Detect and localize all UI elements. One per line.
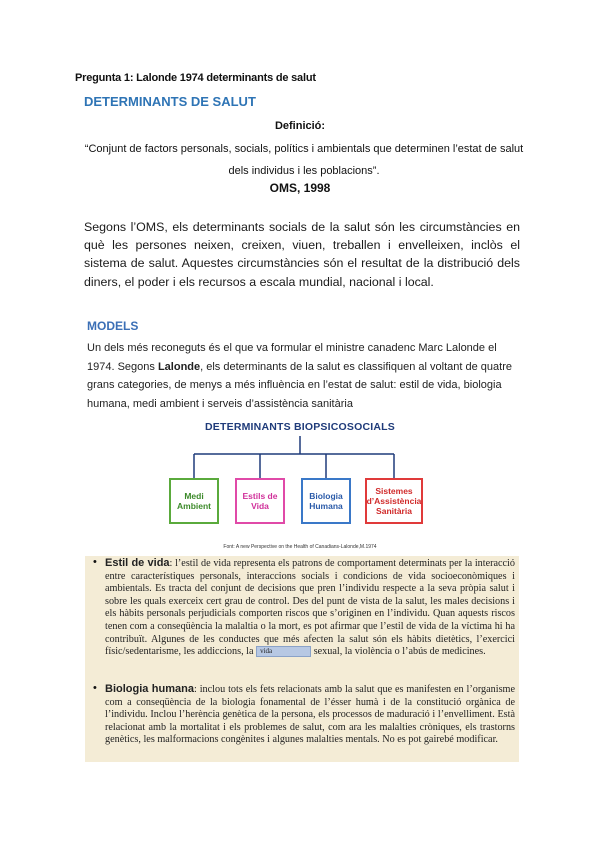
biologia-humana-term: Biologia humana [105,683,194,695]
oms-paragraph: Segons l’OMS, els determinants socials de la salut són les circumstàncies en què les persones neixen, creixen, viuen, treballen i envelleixen, inclòs el sistema de salut. Aquestes circumstàncies són el resultat de la distribució dels diners, el poder i els recursos a escala mundial, nacional i local. [84,220,520,289]
diagram-source: Font: A new Perspective on the Health of Canadians-Lalonde,M.1974 [223,544,377,550]
biologia-text: : inclou tots els fets relacionats amb la salut que es manifesten en l’organisme com a conseqüència de la biologia fonamental de l’ésser humà i de la constitució orgànica de l’individu. Inclou l’herència genètica de la persona, els processos de maduració i l’envelliment. Està relacionat amb la mortalitat i els problemes de salut, com ara les malalties cròniques, els trastorns genètics, les malformacions congènites i algunes malalties mentals. No es pot gairebé modificar. [105,684,515,746]
highlighted-word: vida [256,646,311,657]
biologia-humana-paragraph [105,683,515,747]
models-text-after: , els determinants de la salut es classifiquen al voltant de quatre grans categories, de menys a més influència en l’estat de salut: estil de vida, biologia humana, medi ambient i serveis d’assistència sanitària [87,360,512,410]
definition-source: OMS, 1998 [269,181,331,195]
estil-text-before: : l’estil de vida representa els patrons de comportament determinats per la interacció entre característiques personals, interaccions socials i condicions de vida socioeconòmiques i ambientals. Es tracta del conjunt de decisions que pren l’individu respecte a la seva pròpia salut i sobre les quals exerceix cert grau de control. Des del punt de vista de la salut, les males decisions i els hàbits personals perjudicials comporten riscos que s’originen en l’individu. Quan aquests riscos tenen com a conseqüència la malaltia o la mort, es pot afirmar que l’estil de vida de la víctima hi ha contribuït. Algunes de les conductes que més afecten la salut són els hàbits dietètics, l’exercici físic/sedentarisme, les addiccions, la [105,558,515,658]
estil-de-vida-paragraph [105,557,515,659]
box-sistemes-assistencia: Sistemes d’Assistència Sanitària [365,478,423,524]
estil-de-vida-term: Estil de vida [105,557,170,569]
question-title: Pregunta 1: Lalonde 1974 determinants de salut [75,72,316,84]
models-text-before: Un dels més reconeguts és el que va formular el ministre canadenc Marc Lalonde el 1974. Segons [87,342,497,373]
definition-text: “Conjunt de factors personals, socials, polítics i ambientals que determinen l’estat de salut dels individus i les poblacions”. [84,143,524,177]
definition-heading: Definició: [274,120,326,132]
estil-text-after: sexual, la violència o l’abús de medicines. [311,646,486,658]
bullet-icon: • [93,556,97,568]
models-heading: MODELS [87,319,139,333]
section-heading: DETERMINANTS DE SALUT [84,94,256,109]
box-biologia-humana: Biologia Humana [301,478,351,524]
box-estils-de-vida: Estils de Vida [235,478,285,524]
lalonde-name: Lalonde [157,360,201,373]
diagram-title: DETERMINANTS BIOPSICOSOCIALS [205,421,395,433]
scanned-excerpt [85,556,519,762]
box-medi-ambient: Medi Ambient [169,478,219,524]
bullet-icon: • [93,682,97,694]
